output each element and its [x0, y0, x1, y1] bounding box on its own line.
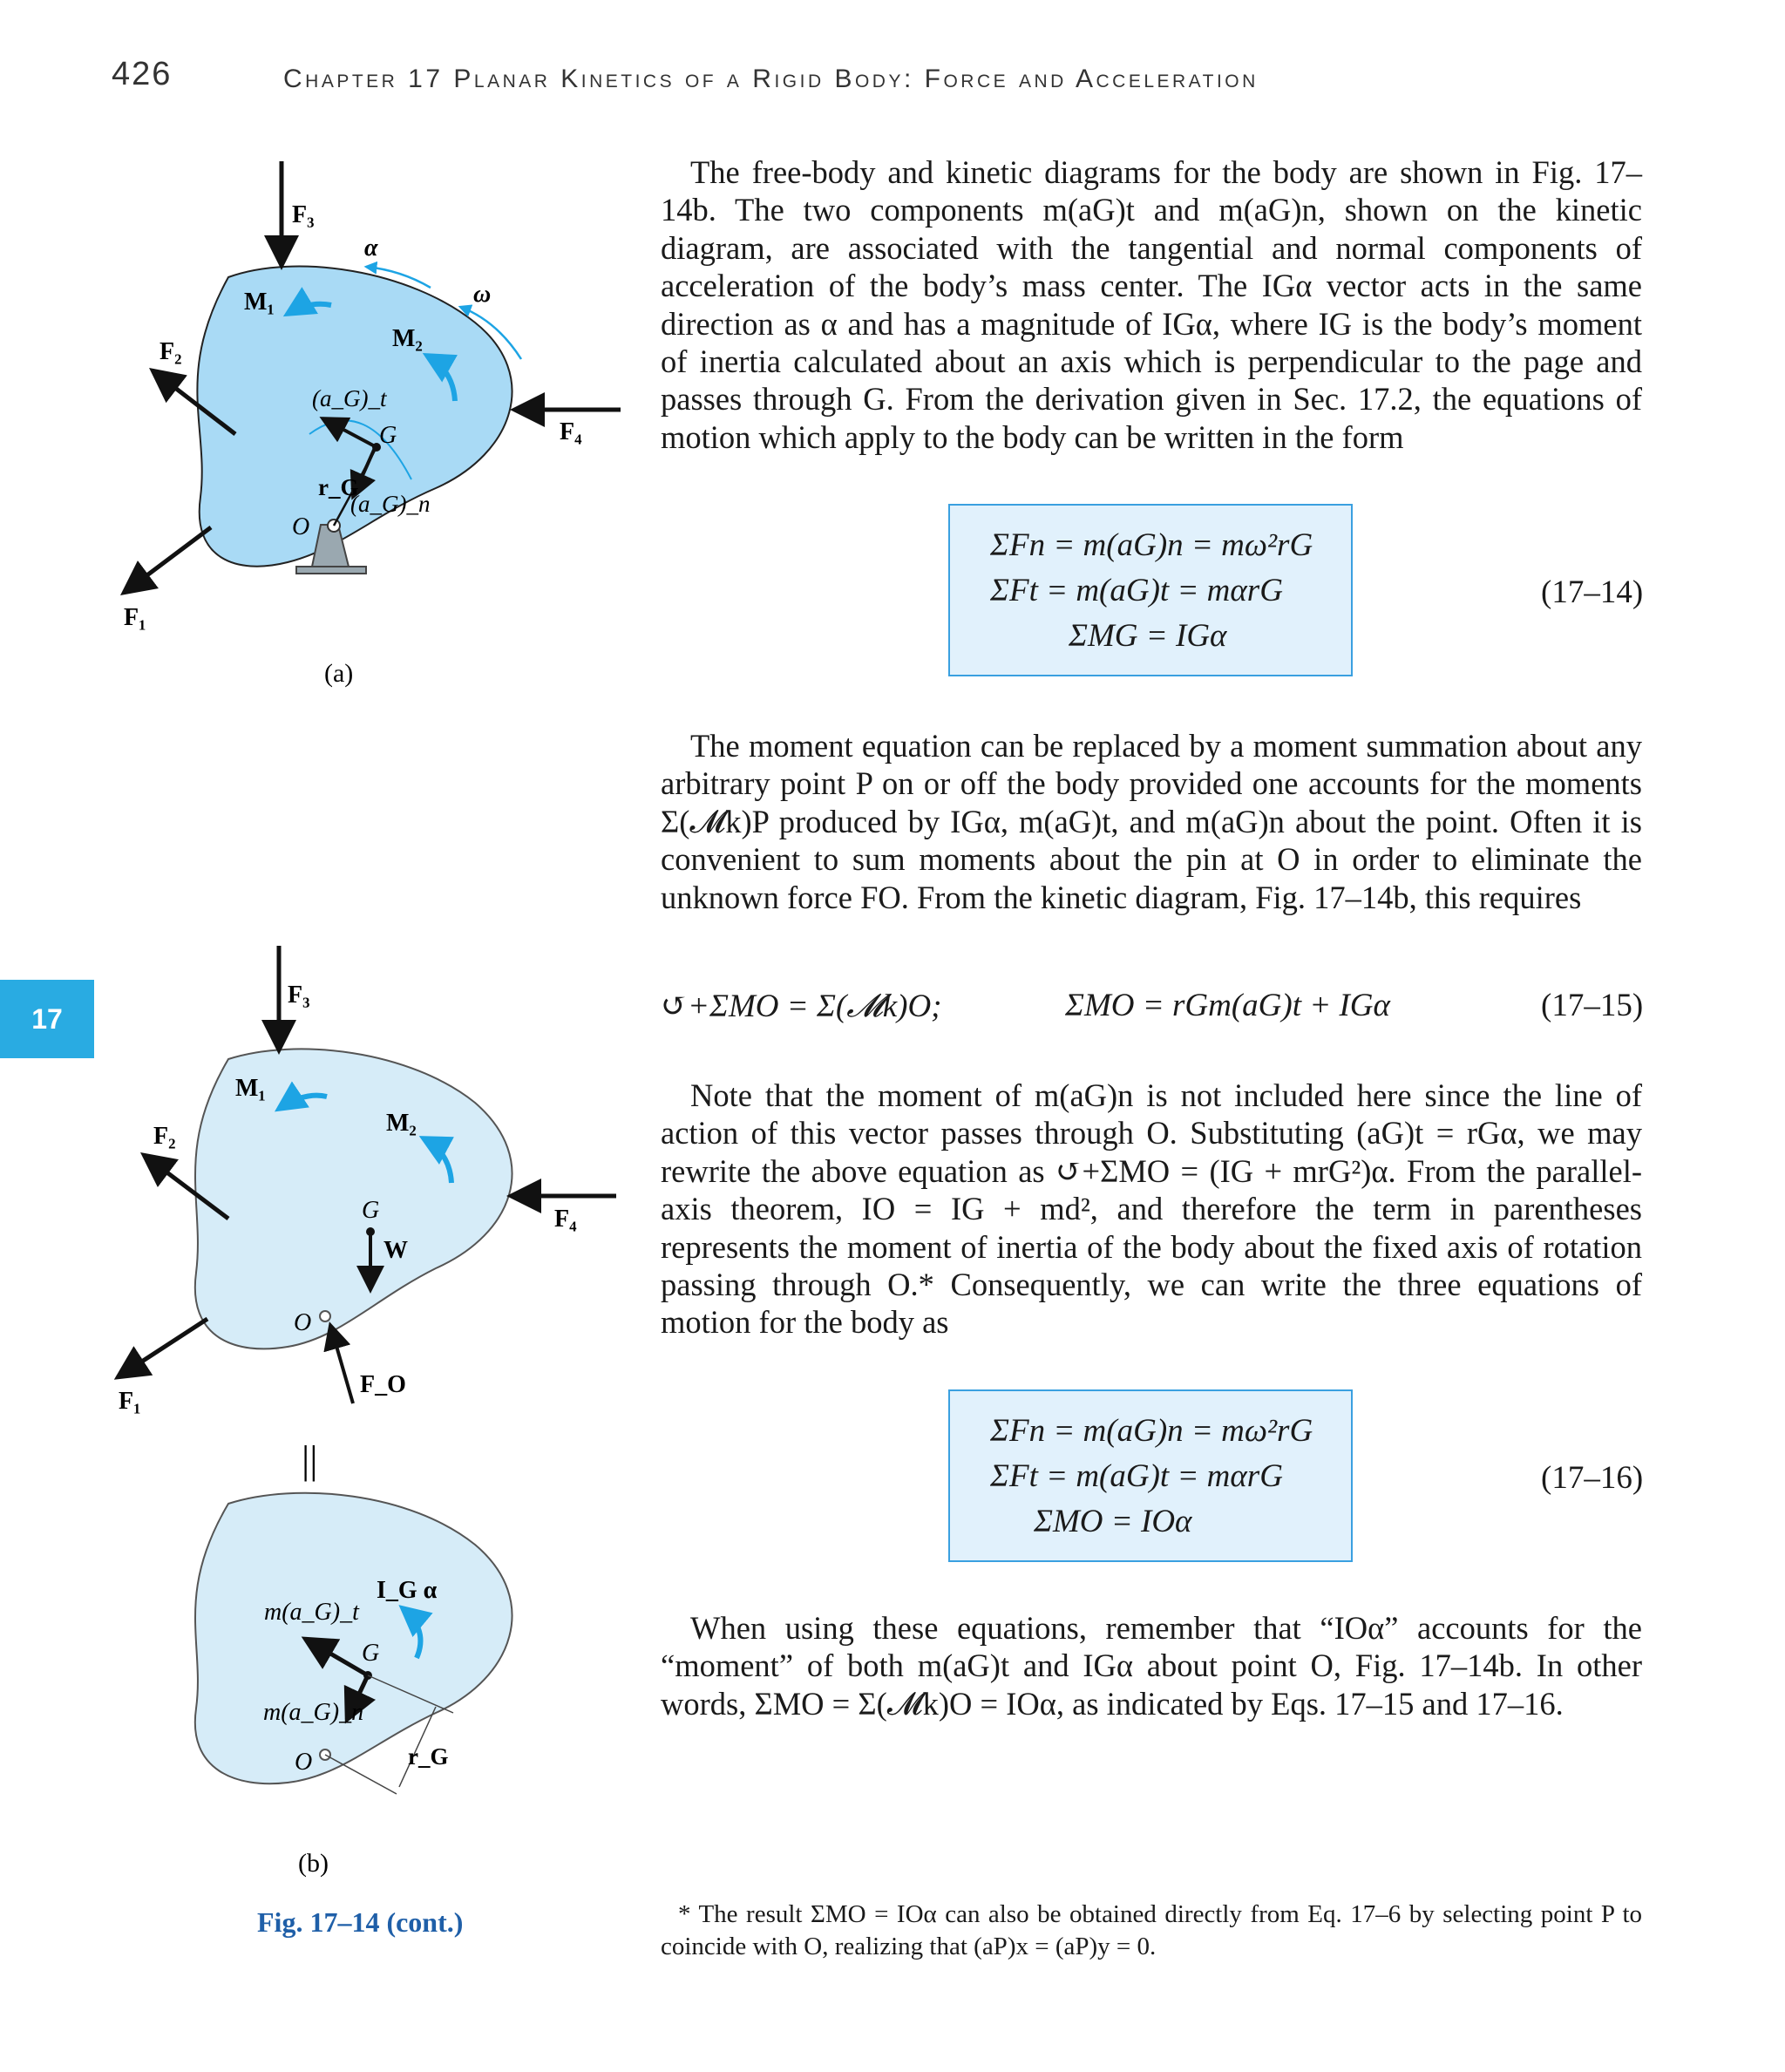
eq14-line-3: ΣMG = IGα	[1069, 618, 1227, 654]
eq14-line-1: ΣFn = m(aG)n = mω²rG	[990, 527, 1313, 563]
label-o: O	[292, 513, 310, 540]
paragraph-2	[661, 727, 1642, 916]
eq16-line-3: ΣMO = IOα	[1034, 1504, 1192, 1539]
label-g: G	[379, 422, 397, 449]
figure-a	[124, 161, 621, 688]
paragraph-4	[661, 1609, 1642, 1722]
label-o-b: O	[294, 1309, 312, 1336]
label-omega: ω	[473, 281, 492, 308]
label-rg: r_G	[318, 474, 359, 500]
label-f1: F₁	[124, 604, 146, 631]
figure-b-kinetic	[195, 1493, 512, 1878]
paragraph-1-text: The free-body and kinetic diagrams for the body are shown in Fig. 17–14b. The two components m(aG)t and m(aG)n, shown on the kinetic diagram, are associated with the tangential and normal components of acceleration of the body’s mass center. The IGα vector acts in the same direction as α and has a magnitude of IGα, where IG is the body’s moment of inertia calculated about an axis which is perpendicular to the page and passes through G. From the derivation given in Sec. 17.2, the equations of motion which apply to the body can be written in the form	[661, 154, 1642, 455]
label-m1: M₁	[244, 289, 275, 316]
label-ma-gn: m(a_G)_n	[263, 1699, 364, 1726]
equals-sign: ||	[302, 1437, 318, 1482]
eq15-right: ΣMO = rGm(aG)t + IGα	[1065, 988, 1390, 1023]
equation-number-17-14: (17–14)	[1541, 574, 1644, 610]
equation-number-17-16: (17–16)	[1541, 1460, 1644, 1496]
label-alpha: α	[364, 234, 378, 262]
eq16-line-2: ΣFt = m(aG)t = mαrG	[990, 1458, 1283, 1494]
label-m1-b: M₁	[235, 1075, 266, 1102]
label-aGn: (a_G)_n	[350, 491, 431, 517]
equation-box-17-14	[948, 504, 1353, 676]
label-g-kinetic: G	[362, 1640, 380, 1667]
mass-center-g-b	[366, 1227, 375, 1236]
paragraph-3	[661, 1077, 1642, 1342]
label-f3-b: F₃	[288, 982, 310, 1009]
force-f1-arrow	[124, 527, 211, 593]
label-m2-b: M₂	[386, 1110, 417, 1137]
equation-box-17-16	[948, 1389, 1353, 1562]
label-rg-kinetic: r_G	[408, 1743, 449, 1770]
label-igalpha: I_G α	[377, 1577, 438, 1604]
label-f2-b: F₂	[153, 1123, 176, 1150]
figure-b-free-body	[118, 946, 616, 1482]
eq15-left: ↺+ΣMO = Σ(𝓜k)O;	[661, 988, 942, 1024]
paragraph-3-text: Note that the moment of m(aG)n is not included here since the line of action of this vector passes through O. Substituting (aG)t = rGα, we may rewrite the above equation as ↺+ΣMO = (IG + mrG²)α. From the parallel-axis theorem, IO = IG + md², and therefore the term in parentheses represents the moment of inertia of the body about the fixed axis of rotation passing through O.* Consequently, we can write the three equations of motion for the body as	[661, 1077, 1642, 1341]
label-o-kinetic: O	[295, 1749, 313, 1776]
label-f2: F₂	[159, 338, 182, 365]
label-g-b: G	[362, 1197, 380, 1224]
eq16-line-1: ΣFn = m(aG)n = mω²rG	[990, 1413, 1313, 1449]
label-f4-b: F₄	[554, 1206, 577, 1233]
footnote	[661, 1899, 1642, 1963]
page-number: 426	[112, 56, 173, 92]
label-f4: F₄	[560, 418, 582, 445]
rigid-body-b-kinetic	[195, 1493, 512, 1784]
paragraph-1	[661, 153, 1642, 456]
label-m2: M₂	[392, 325, 423, 352]
force-f1-arrow-b	[118, 1319, 207, 1377]
label-f1-b: F₁	[119, 1388, 141, 1415]
figure-a-label: (a)	[324, 659, 354, 688]
label-fo: F_O	[360, 1371, 406, 1398]
pin-o-b	[320, 1311, 330, 1321]
figure-b-label: (b)	[298, 1849, 329, 1878]
eq14-line-2: ΣFt = m(aG)t = mαrG	[990, 573, 1283, 608]
label-w: W	[383, 1237, 408, 1264]
paragraph-2-text: The moment equation can be replaced by a moment summation about any arbitrary point P on or off the body provided one accounts for the moments Σ(𝓜k)P produced by IGα, m(aG)t, and m(aG)n about the point. Often it is convenient to sum moments about the pin at O in order to eliminate the unknown force FO. From the kinetic diagram, Fig. 17–14b, this requires	[661, 728, 1642, 915]
figure-caption: Fig. 17–14 (cont.)	[257, 1906, 464, 1938]
label-ma-gt: m(a_G)_t	[264, 1599, 359, 1626]
equation-number-17-15: (17–15)	[1541, 988, 1644, 1023]
paragraph-4-text: When using these equations, remember that “IOα” accounts for the “moment” of both m(aG)t and IGα about point O, Fig. 17–14b. In other words, ΣMO = Σ(𝓜k)O = IOα, as indicated by Eqs. 17–15 and 17–16.	[661, 1610, 1642, 1722]
dimension-line-o	[325, 1755, 397, 1794]
chapter-title: Chapter 17 Planar Kinetics of a Rigid Body: Force and Acceleration	[283, 65, 1259, 93]
chapter-tab-label: 17	[31, 1003, 63, 1035]
force-fo-arrow	[330, 1325, 353, 1403]
footnote-text: * The result ΣMO = IOα can also be obtained directly from Eq. 17–6 by selecting point P to coincide with O, realizing that (aP)x = (aP)y = 0.	[661, 1900, 1642, 1960]
label-f3: F₃	[292, 201, 315, 228]
label-aGt: (a_G)_t	[312, 385, 387, 411]
